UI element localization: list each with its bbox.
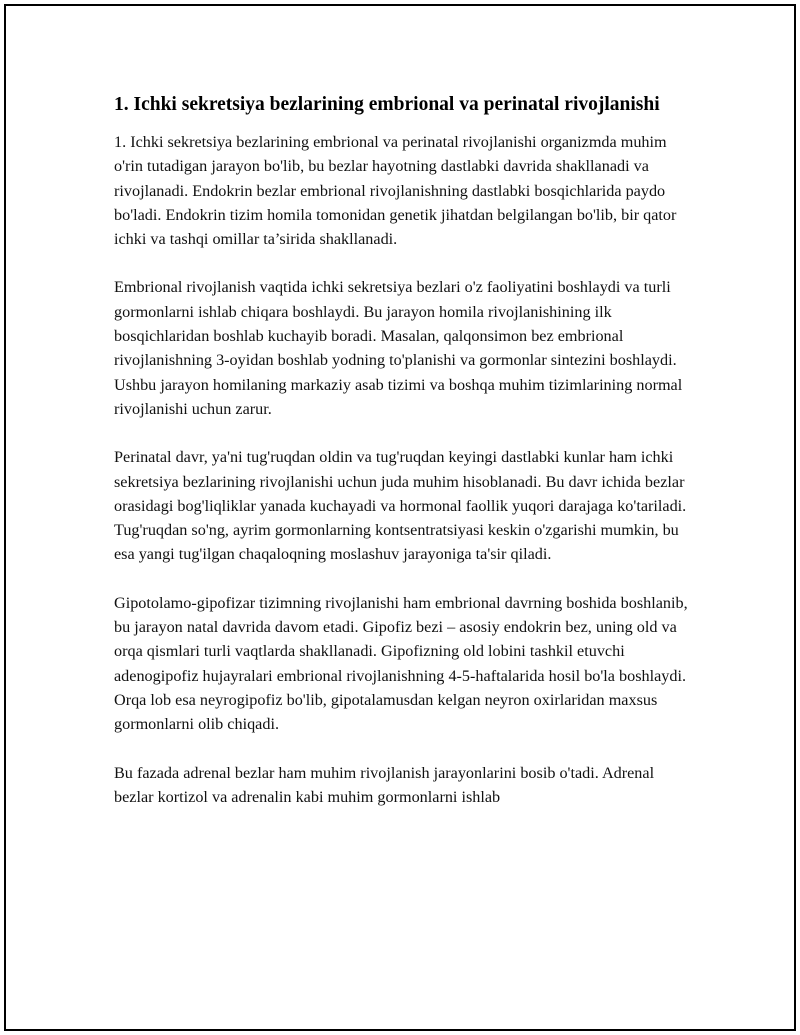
paragraph-2: Embrional rivojlanish vaqtida ichki sekretsiya bezlari o'z faoliyatini boshlaydi va turli gormonlarni ishlab chiqara boshlaydi. Bu jarayon homila rivojlanishining ilk bosqichlaridan boshlab kuchayib boradi. Masalan, qalqonsimon bez embrional rivojlanishning 3-oyidan boshlab yodning to'planishi va gormonlar sintezini boshlaydi. Ushbu jarayon homilaning markaziy asab tizimi va boshqa muhim tizimlarining normal rivojlanishi uchun zarur.	[114, 278, 683, 418]
document-body	[114, 92, 694, 833]
paragraph-4: Gipotolamo-gipofizar tizimning rivojlanishi ham embrional davrning boshida boshlanib, bu jarayon natal davrida davom etadi. Gipofiz bezi – asosiy endokrin bez, uning old va orqa qismlari turli vaqtlarda shakllanadi. Gipofizning old lobini tashkil etuvchi adenogipofiz hujayralari embrional rivojlanishning 4-5-haftalarida hosil bo'la boshlaydi. Orqa lob esa neyrogipofiz bo'lib, gipotalamusdan kelgan neyron oxirlaridan maxsus gormonlarni olib chiqadi.	[114, 593, 688, 734]
section-heading: 1. Ichki sekretsiya bezlarining embrional va perinatal rivojlanishi	[114, 94, 660, 115]
paragraph-3: Perinatal davr, ya'ni tug'ruqdan oldin va tug'ruqdan keyingi dastlabki kunlar ham ichki sekretsiya bezlarining rivojlanishi uchun juda muhim hisoblanadi. Bu davr ichida bezlar orasidagi bog'liqliklar yanada kuchayadi va hormonal faollik yuqori darajaga ko'tariladi. Tug'ruqdan so'ng, ayrim gormonlarning kontsentratsiyasi keskin o'zgarishi mumkin, bu esa yangi tug'ilgan chaqaloqning moslashuv jarayoniga ta'sir qiladi.	[114, 448, 687, 564]
paragraph-1: 1. Ichki sekretsiya bezlarining embrional va perinatal rivojlanishi organizmda muhim o'rin tutadigan jarayon bo'lib, bu bezlar hayotning dastlabki davrida shakllanadi va rivojlanadi. Endokrin bezlar embrional rivojlanishning dastlabki bosqichlarida paydo bo'ladi. Endokrin tizim homila tomonidan genetik jihatdan belgilangan bo'lib, bir qator ichki va tashqi omillar ta’sirida shakllanadi.	[114, 133, 677, 249]
paragraph-5: Bu fazada adrenal bezlar ham muhim rivojlanish jarayonlarini bosib o'tadi. Adrenal bezlar kortizol va adrenalin kabi muhim gormonlarni ishlab	[114, 763, 655, 806]
